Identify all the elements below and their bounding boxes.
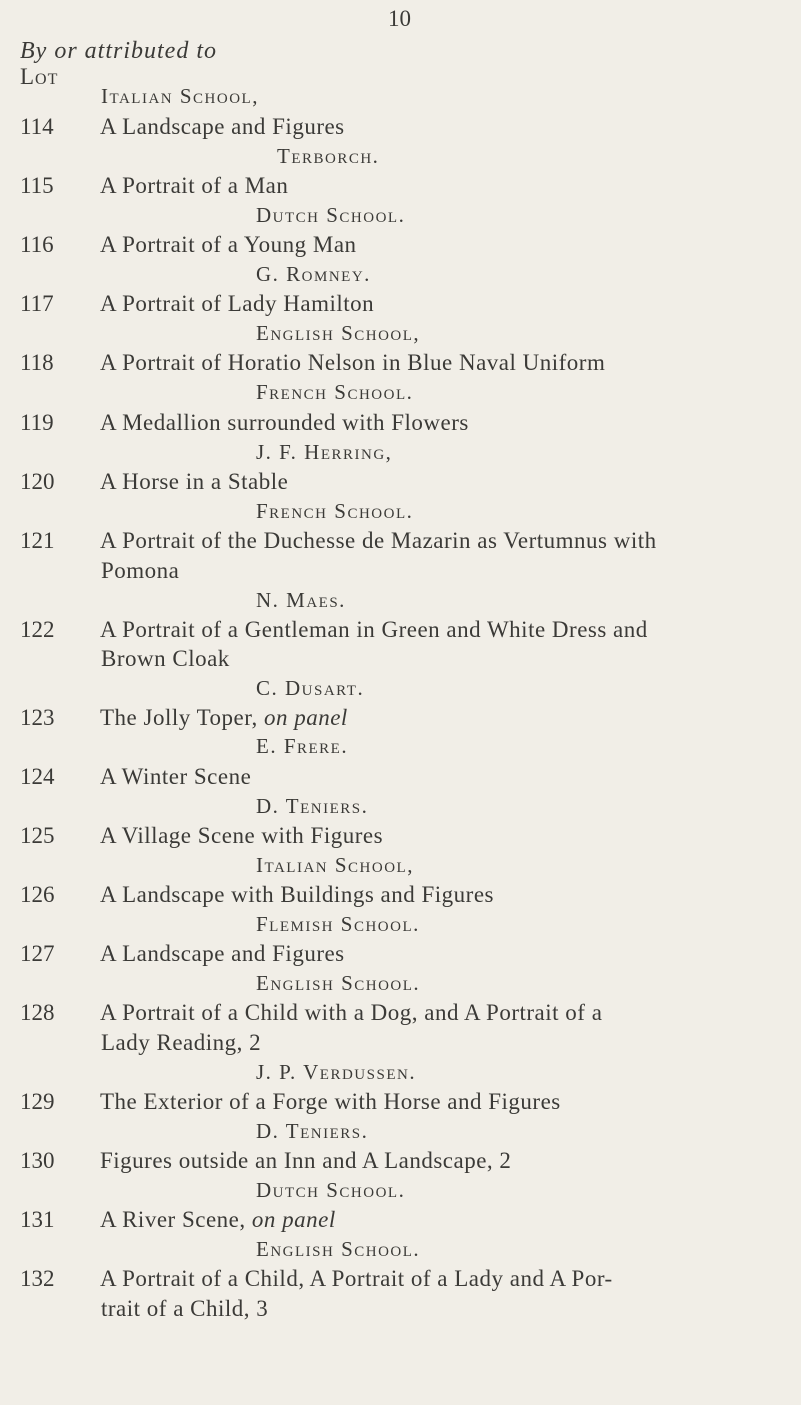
lot-medium: on panel [263, 705, 348, 730]
lot-column-label: Lot [20, 64, 59, 89]
lot-title: The Jolly Toper, [100, 705, 258, 730]
attribution: Italian School, [256, 853, 414, 877]
lot-number: 132 [20, 1266, 55, 1291]
lot-title: Figures outside an Inn and A Landscape, 2 [100, 1148, 512, 1173]
lot-title: A Portrait of a Man [100, 173, 289, 198]
attribution: Terborch. [277, 144, 380, 168]
attribution: English School. [256, 971, 421, 995]
lot-number: 118 [20, 350, 54, 375]
attribution: G. Romney. [256, 262, 371, 286]
lot-title: A Portrait of a Gentleman in Green and White Dress and [100, 617, 648, 642]
lot-number: 117 [20, 291, 54, 316]
lot-number: 126 [20, 882, 55, 907]
lot-title: A Landscape and Figures [100, 114, 345, 139]
lot-number: 121 [20, 528, 55, 553]
attribution: Dutch School. [256, 1178, 406, 1202]
lot-title: A River Scene, [100, 1207, 246, 1232]
lot-title: The Exterior of a Forge with Horse and Figures [100, 1089, 561, 1114]
attribution: English School. [256, 1237, 421, 1261]
lot-title: A Portrait of a Child, A Portrait of a Lady and A Por- [100, 1266, 613, 1291]
attribution: Flemish School. [256, 912, 420, 936]
lot-title: A Winter Scene [100, 764, 252, 789]
lot-number: 127 [20, 941, 55, 966]
lot-number: 123 [20, 705, 55, 730]
attribution: Italian School, [101, 84, 259, 108]
lot-title: A Medallion surrounded with Flowers [100, 410, 469, 435]
lot-number: 131 [20, 1207, 55, 1232]
lot-number: 116 [20, 232, 54, 257]
lot-title-continuation: Lady Reading, 2 [101, 1030, 262, 1055]
attribution: D. Teniers. [256, 1119, 369, 1143]
lot-title: A Portrait of Lady Hamilton [100, 291, 375, 316]
lot-number: 129 [20, 1089, 55, 1114]
lot-number: 115 [20, 173, 54, 198]
attribution: E. Frere. [256, 734, 349, 758]
lot-number: 122 [20, 617, 55, 642]
attribution: French School. [256, 499, 414, 523]
lot-number: 119 [20, 410, 54, 435]
attribution: J. F. Herring, [256, 440, 393, 464]
attribution: French School. [256, 380, 414, 404]
lot-title: A Portrait of the Duchesse de Mazarin as Vertumnus with [100, 528, 657, 553]
page-number: 10 [388, 6, 411, 31]
attribution: N. Maes. [256, 588, 346, 612]
lot-number: 124 [20, 764, 55, 789]
attribution: D. Teniers. [256, 794, 369, 818]
lot-title: A Landscape and Figures [100, 941, 345, 966]
lot-number: 120 [20, 469, 55, 494]
lot-number: 114 [20, 114, 54, 139]
lot-number: 125 [20, 823, 55, 848]
lot-number: 130 [20, 1148, 55, 1173]
lot-title: A Portrait of Horatio Nelson in Blue Naval Uniform [100, 350, 606, 375]
lot-title: A Horse in a Stable [100, 469, 289, 494]
attribution: Dutch School. [256, 203, 406, 227]
attribution: C. Dusart. [256, 676, 365, 700]
lot-title: A Landscape with Buildings and Figures [100, 882, 494, 907]
lot-title: A Village Scene with Figures [100, 823, 384, 848]
lot-title-continuation: Brown Cloak [101, 646, 230, 671]
attribution: English School, [256, 321, 421, 345]
page-heading: By or attributed to [20, 38, 217, 64]
lot-title: A Portrait of a Child with a Dog, and A Portrait of a [100, 1000, 603, 1025]
lot-title-continuation: trait of a Child, 3 [101, 1296, 269, 1321]
lot-title: A Portrait of a Young Man [100, 232, 357, 257]
lot-medium: on panel [251, 1207, 336, 1232]
lot-number: 128 [20, 1000, 55, 1025]
lot-title-continuation: Pomona [101, 558, 180, 583]
attribution: J. P. Verdussen. [256, 1060, 417, 1084]
